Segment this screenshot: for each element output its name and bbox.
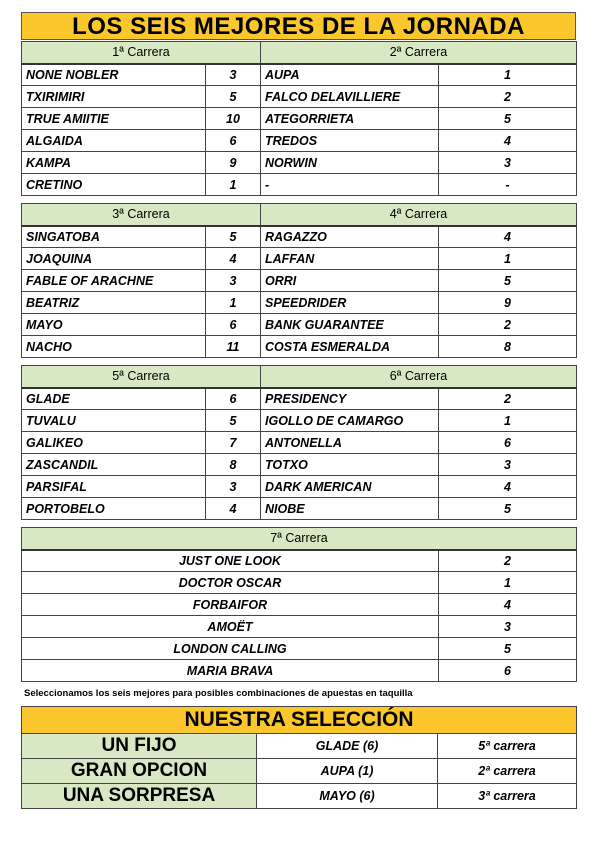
horse-number: 5 xyxy=(439,270,577,292)
caption-text: Seleccionamos los seis mejores para posibles combinaciones de apuestas en taquilla xyxy=(24,688,413,699)
table-row xyxy=(22,498,577,520)
table-row xyxy=(22,572,577,594)
table-row xyxy=(22,454,577,476)
horse-name: ORRI xyxy=(261,270,439,292)
horse-name: PRESIDENCY xyxy=(261,388,439,410)
horse-number: 5 xyxy=(439,638,577,660)
selection-race: 2ª carrera xyxy=(438,759,577,784)
horse-name: NORWIN xyxy=(261,152,439,174)
horse-number: 8 xyxy=(206,454,261,476)
horse-number: 3 xyxy=(439,616,577,638)
selection-label: UNA SORPRESA xyxy=(22,784,257,809)
horse-number: 4 xyxy=(206,248,261,270)
horse-name: TXIRIMIRI xyxy=(22,86,206,108)
race-header: 3ª Carrera xyxy=(22,204,261,226)
horse-number: 3 xyxy=(206,270,261,292)
horse-name: SPEEDRIDER xyxy=(261,292,439,314)
horse-number: 6 xyxy=(206,388,261,410)
horse-number: 2 xyxy=(439,550,577,572)
horse-number: 10 xyxy=(206,108,261,130)
horse-number: 1 xyxy=(439,572,577,594)
horse-name: FORBAIFOR xyxy=(22,594,439,616)
horse-number: 6 xyxy=(206,130,261,152)
table-row xyxy=(22,660,577,682)
horse-name: LONDON CALLING xyxy=(22,638,439,660)
table-row xyxy=(22,638,577,660)
horse-name: NONE NOBLER xyxy=(22,64,206,86)
horse-name: MARIA BRAVA xyxy=(22,660,439,682)
horse-number: 2 xyxy=(439,314,577,336)
table-row xyxy=(22,108,577,130)
selection-race: 3ª carrera xyxy=(438,784,577,809)
horse-number: 5 xyxy=(206,86,261,108)
horse-name: GALIKEO xyxy=(22,432,206,454)
selection-row xyxy=(22,784,577,809)
horse-name: AUPA xyxy=(261,64,439,86)
horse-name: TREDOS xyxy=(261,130,439,152)
horse-name: SINGATOBA xyxy=(22,226,206,248)
race-header-row xyxy=(22,42,577,64)
race-header-row xyxy=(22,366,577,388)
selection-pick: GLADE (6) xyxy=(257,734,438,759)
race-header: 5ª Carrera xyxy=(22,366,261,388)
horse-name: AMOËT xyxy=(22,616,439,638)
horse-name: ZASCANDIL xyxy=(22,454,206,476)
table-row xyxy=(22,336,577,358)
table-row xyxy=(22,314,577,336)
table-row xyxy=(22,292,577,314)
race-header-row xyxy=(22,528,577,550)
horse-name: TUVALU xyxy=(22,410,206,432)
race-header: 2ª Carrera xyxy=(261,42,577,64)
table-row xyxy=(22,270,577,292)
selection-label: GRAN OPCION xyxy=(22,759,257,784)
horse-name: - xyxy=(261,174,439,196)
horse-number: 1 xyxy=(439,410,577,432)
table-row xyxy=(22,616,577,638)
selection-pick: AUPA (1) xyxy=(257,759,438,784)
horse-number: 4 xyxy=(439,130,577,152)
table-row xyxy=(22,388,577,410)
horse-name: ATEGORRIETA xyxy=(261,108,439,130)
horse-name: MAYO xyxy=(22,314,206,336)
horse-number: 1 xyxy=(206,292,261,314)
horse-number: 6 xyxy=(439,660,577,682)
horse-number: 5 xyxy=(439,498,577,520)
horse-name: FALCO DELAVILLIERE xyxy=(261,86,439,108)
race-header: 1ª Carrera xyxy=(22,42,261,64)
horse-name: TOTXO xyxy=(261,454,439,476)
race-7-table xyxy=(21,527,577,682)
horse-name: ALGAIDA xyxy=(22,130,206,152)
race-header-row xyxy=(22,204,577,226)
table-row xyxy=(22,64,577,86)
table-row xyxy=(22,410,577,432)
table-row xyxy=(22,226,577,248)
races-3-4-table xyxy=(21,203,577,358)
horse-number: 6 xyxy=(439,432,577,454)
horse-name: TRUE AMIITIE xyxy=(22,108,206,130)
selection-race: 5ª carrera xyxy=(438,734,577,759)
horse-name: LAFFAN xyxy=(261,248,439,270)
horse-name: JUST ONE LOOK xyxy=(22,550,439,572)
table-row xyxy=(22,174,577,196)
table-row xyxy=(22,550,577,572)
horse-name: DOCTOR OSCAR xyxy=(22,572,439,594)
race-header: 7ª Carrera xyxy=(22,528,577,550)
selection-label: UN FIJO xyxy=(22,734,257,759)
page-title: LOS SEIS MEJORES DE LA JORNADA xyxy=(21,12,576,40)
selection-row xyxy=(22,734,577,759)
horse-name: CRETINO xyxy=(22,174,206,196)
horse-name: DARK AMERICAN xyxy=(261,476,439,498)
selection-title: NUESTRA SELECCIÓN xyxy=(22,707,577,734)
horse-number: 8 xyxy=(439,336,577,358)
races-1-2-table xyxy=(21,41,577,196)
horse-number: 7 xyxy=(206,432,261,454)
horse-number: 4 xyxy=(439,594,577,616)
horse-number: 4 xyxy=(206,498,261,520)
horse-number: 2 xyxy=(439,86,577,108)
horse-name: JOAQUINA xyxy=(22,248,206,270)
horse-number: 6 xyxy=(206,314,261,336)
table-row xyxy=(22,248,577,270)
selection-pick: MAYO (6) xyxy=(257,784,438,809)
table-row xyxy=(22,152,577,174)
horse-number: 1 xyxy=(439,64,577,86)
horse-number: 11 xyxy=(206,336,261,358)
horse-number: 1 xyxy=(206,174,261,196)
race-header: 4ª Carrera xyxy=(261,204,577,226)
horse-number: 4 xyxy=(439,476,577,498)
table-row xyxy=(22,86,577,108)
horse-number: 3 xyxy=(206,476,261,498)
horse-number: 9 xyxy=(206,152,261,174)
horse-name: NACHO xyxy=(22,336,206,358)
horse-number: 5 xyxy=(206,226,261,248)
horse-number: - xyxy=(439,174,577,196)
horse-name: GLADE xyxy=(22,388,206,410)
horse-number: 3 xyxy=(206,64,261,86)
horse-name: KAMPA xyxy=(22,152,206,174)
horse-name: FABLE OF ARACHNE xyxy=(22,270,206,292)
horse-name: IGOLLO DE CAMARGO xyxy=(261,410,439,432)
table-row xyxy=(22,594,577,616)
horse-name: NIOBE xyxy=(261,498,439,520)
race-header: 6ª Carrera xyxy=(261,366,577,388)
horse-number: 3 xyxy=(439,454,577,476)
horse-number: 2 xyxy=(439,388,577,410)
table-row xyxy=(22,432,577,454)
races-5-6-table xyxy=(21,365,577,520)
horse-number: 3 xyxy=(439,152,577,174)
horse-name: BANK GUARANTEE xyxy=(261,314,439,336)
horse-number: 5 xyxy=(206,410,261,432)
horse-name: PORTOBELO xyxy=(22,498,206,520)
horse-name: COSTA ESMERALDA xyxy=(261,336,439,358)
horse-name: PARSIFAL xyxy=(22,476,206,498)
horse-number: 4 xyxy=(439,226,577,248)
horse-number: 9 xyxy=(439,292,577,314)
horse-number: 5 xyxy=(439,108,577,130)
selection-table xyxy=(21,706,577,809)
horse-name: RAGAZZO xyxy=(261,226,439,248)
table-row xyxy=(22,130,577,152)
table-row xyxy=(22,476,577,498)
selection-row xyxy=(22,759,577,784)
horse-name: ANTONELLA xyxy=(261,432,439,454)
horse-number: 1 xyxy=(439,248,577,270)
horse-name: BEATRIZ xyxy=(22,292,206,314)
